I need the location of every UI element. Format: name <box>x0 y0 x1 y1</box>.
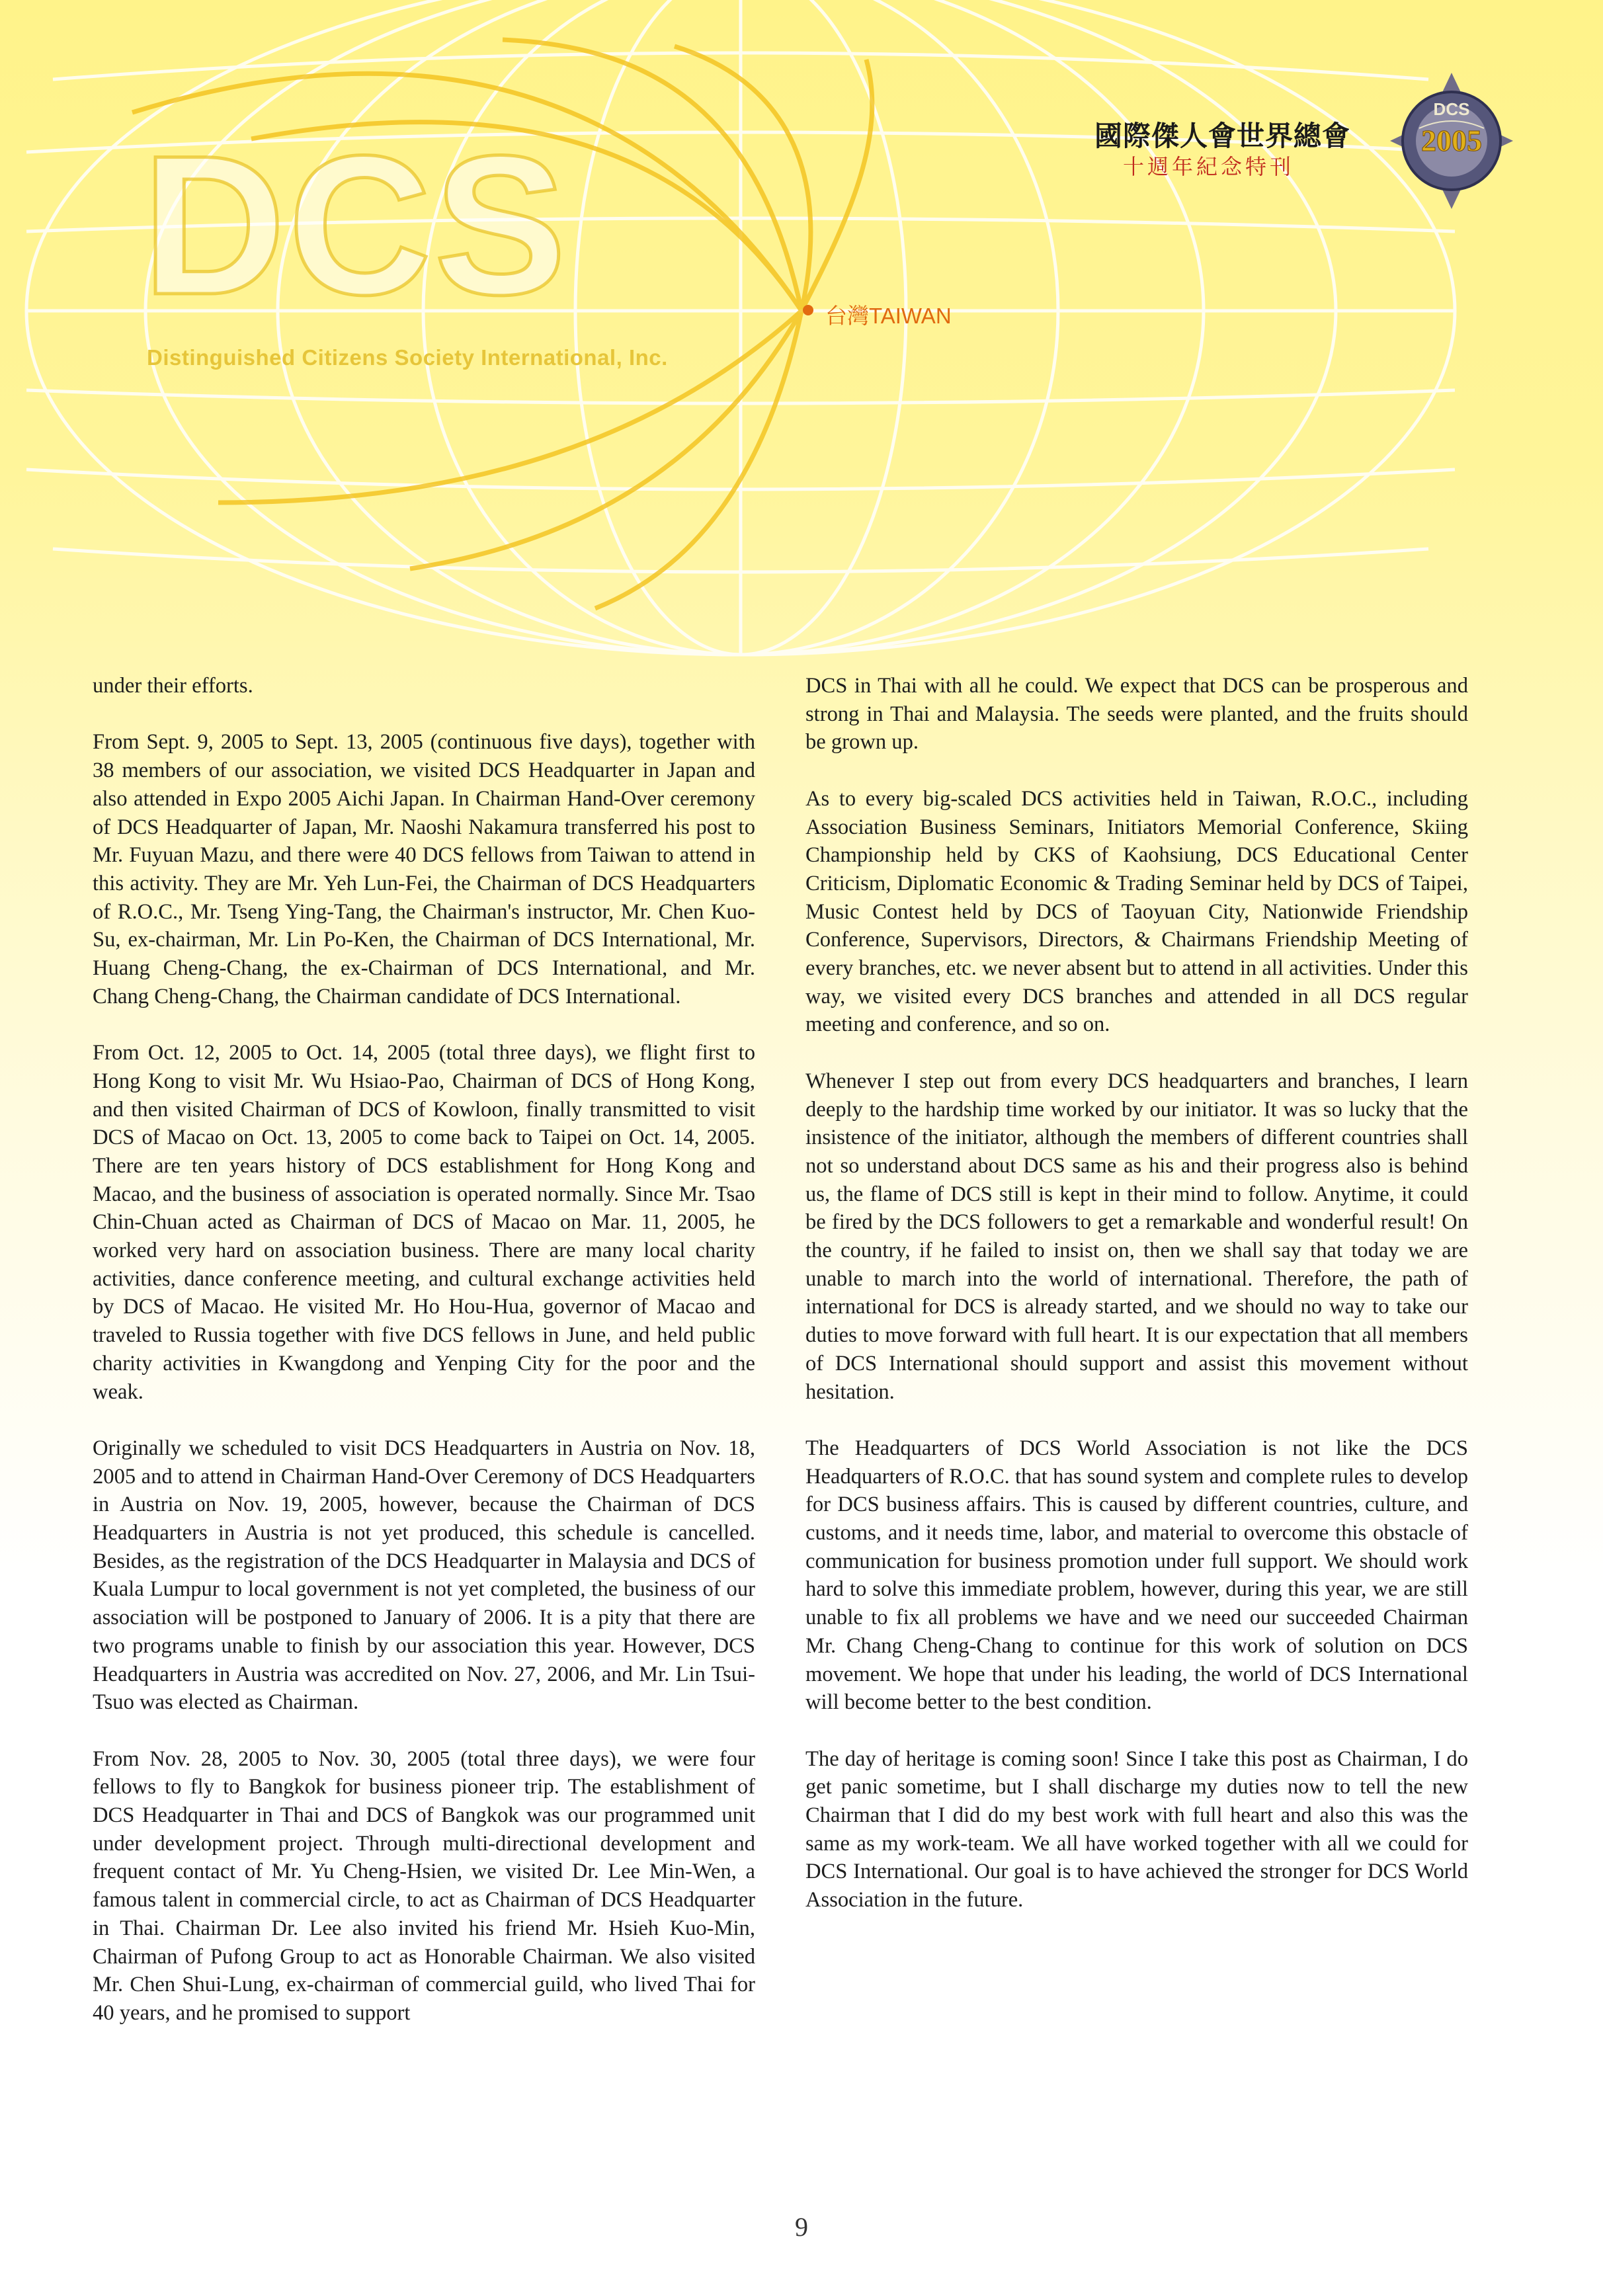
dcs-logo-text: DCS <box>142 114 569 336</box>
paragraph: From Oct. 12, 2005 to Oct. 14, 2005 (total three days), we flight first to Hong Kong to visit Mr. Wu Hsiao-Pao, Chairman of DCS of Hong Kong, and then visited Chairman of DCS of Kowloon, finally transmitted to visit DCS of Macao on Oct. 13, 2005 to come back to Taipei on Oct. 14, 2005. There are ten years history of DCS establishment for Hong Kong and Macao, and the business of association is operated normally. Since Mr. Tsao Chin-Chuan acted as Chairman of DCS of Macao on Mar. 11, 2005, he worked very hard on association business. There are many local charity activities, dance conference meeting, and cultural exchange activities held by DCS of Macao. He visited Mr. Ho Hou-Hua, governor of Macao and traveled to Russia together with five DCS fellows in June, and held public charity activities in Kwangdong and Yenping City for the poor and the weak. <box>93 1041 755 1404</box>
paragraph: The Headquarters of DCS World Association is not like the DCS Headquarters of R.O.C. that has sound system and complete rules to develop for DCS business affairs. This is caused by different countries, culture, and customs, and it needs time, labor, and material to overcome this obstacle of communication for business promotion under full support. We should work hard to solve this immediate problem, however, during this year, we are still unable to fix all problems we have and we need our succeeded Chairman Mr. Chang Cheng-Chang to continue for this work of solution on DCS movement. We hope that under his leading, the world of DCS International will become better to the best condition. <box>805 1436 1468 1715</box>
paragraph: From Sept. 9, 2005 to Sept. 13, 2005 (continuous five days), together with 38 members of our association, we visited DCS Headquarter in Japan and also attended in Expo 2005 Aichi Japan. In Chairman Hand-Over ceremony of DCS Headquarter of Japan, Mr. Naoshi Nakamura transferred his post to Mr. Fuyuan Mazu, and there were 40 DCS fellows from Taiwan to attend in this activity. They are Mr. Yeh Lun-Fei, the Chairman of DCS Headquarters of R.O.C., Mr. Tseng Ying-Tang, the Chairman's instructor, Mr. Chen Kuo-Su, ex-chairman, Mr. Lin Po-Ken, the Chairman of DCS International, Mr. Huang Cheng-Chang, the ex-Chairman of DCS International, and Mr. Chang Cheng-Chang, the Chairman candidate of DCS International. <box>93 730 755 1008</box>
taiwan-location-label: 台灣TAIWAN <box>825 304 952 328</box>
paragraph: From Nov. 28, 2005 to Nov. 30, 2005 (total three days), we were four fellows to fly to Bangkok for business pioneer trip. The establishment of DCS Headquarter in Thai and DCS of Bangkok was our programmed unit under development project. Through multi-directional development and frequent contact of Mr. Yu Cheng-Hsien, we visited Dr. Lee Min-Wen, a famous talent in commercial circle, to act as Chairman of DCS Headquarter in Thai. Chairman Dr. Lee also invited his friend Mr. Hsieh Kuo-Min, Chairman of Pufong Group to act as Honorable Chairman. We also visited Mr. Chen Shui-Lung, ex-chairman of commercial guild, who lived Thai for 40 years, and he promised to support <box>93 1746 755 2025</box>
page-number: 9 <box>795 2212 808 2242</box>
dcs-2005-emblem-icon <box>1389 71 1514 210</box>
paragraph: under their efforts. <box>93 674 253 698</box>
chinese-title: 國際傑人會世界總會 <box>1094 120 1351 152</box>
paragraph: Whenever I step out from every DCS headquarters and branches, I learn deeply to the hardship time worked by our initiator. It was so lucky that the insistence of the initiator, although the members of different countries shall not so understand about DCS same as his and their progress also is behind us, the flame of DCS still is kept in their mind to follow. Anytime, it could be fired by the DCS followers to get a remarkable and wonderful result! On the country, if he failed to insist on, then we shall say that today we are unable to march into the world of international. Therefore, the path of international for DCS is already started, and we should no way to take our duties to move forward with full heart. It is our expectation that all members of DCS International should support and assist this movement without hesitation. <box>805 1069 1468 1404</box>
paragraph: Originally we scheduled to visit DCS Headquarters in Austria on Nov. 18, 2005 and to attend in Chairman Hand-Over Ceremony of DCS Headquarters in Austria on Nov. 19, 2005, however, because the Chairman of DCS Headquarters in Austria is not yet produced, this schedule is cancelled. Besides, as the registration of the DCS Headquarter in Malaysia and DCS of Kuala Lumpur to local government is not yet completed, the business of our association will be postponed to January of 2006. It is a pity that there are two programs unable to finish by our association this year. However, DCS Headquarters in Austria was accredited on Nov. 27, 2006, and Mr. Lin Tsui-Tsuo was elected as Chairman. <box>93 1436 755 1715</box>
taiwan-location-marker-icon <box>803 305 813 315</box>
paragraph: The day of heritage is coming soon! Since I take this post as Chairman, I do get panic sometime, but I shall discharge my duties now to tell the new Chairman that I did do my best work with full heart and also this was the same as my work-team. We all have worked together with all we could for DCS International. Our goal is to have achieved the stronger for DCS World Association in the future. <box>805 1746 1468 1912</box>
badge-year-text: 2005 <box>1421 124 1482 157</box>
paragraph: DCS in Thai with all he could. We expect that DCS can be prosperous and strong in Thai and Malaysia. The seeds were planted, and the fruits should be grown up. <box>805 674 1468 755</box>
paragraph: As to every big-scaled DCS activities held in Taiwan, R.O.C., including Association Business Seminars, Initiators Memorial Conference, Skiing Championship held by CKS of Kaohsiung, DCS Educational Center Criticism, Diplomatic Economic & Trading Seminar held by DCS of Taipei, Music Contest held by DCS of Taoyuan City, Nationwide Friendship Conference, Supervisors, Directors, & Chairmans Friendship Meeting of every branches, etc. we never absent but to attend in all activities. Under this way, we visited every DCS branches and attended in all DCS regular meeting and conference, and so on. <box>805 786 1468 1037</box>
text-column-left <box>93 672 755 2055</box>
text-column-right <box>805 672 1468 1943</box>
badge-top-text: DCS <box>1433 99 1470 119</box>
organization-name: Distinguished Citizens Society International, Inc. <box>147 345 668 370</box>
chinese-subtitle: 十週年紀念特刊 <box>1123 154 1295 179</box>
